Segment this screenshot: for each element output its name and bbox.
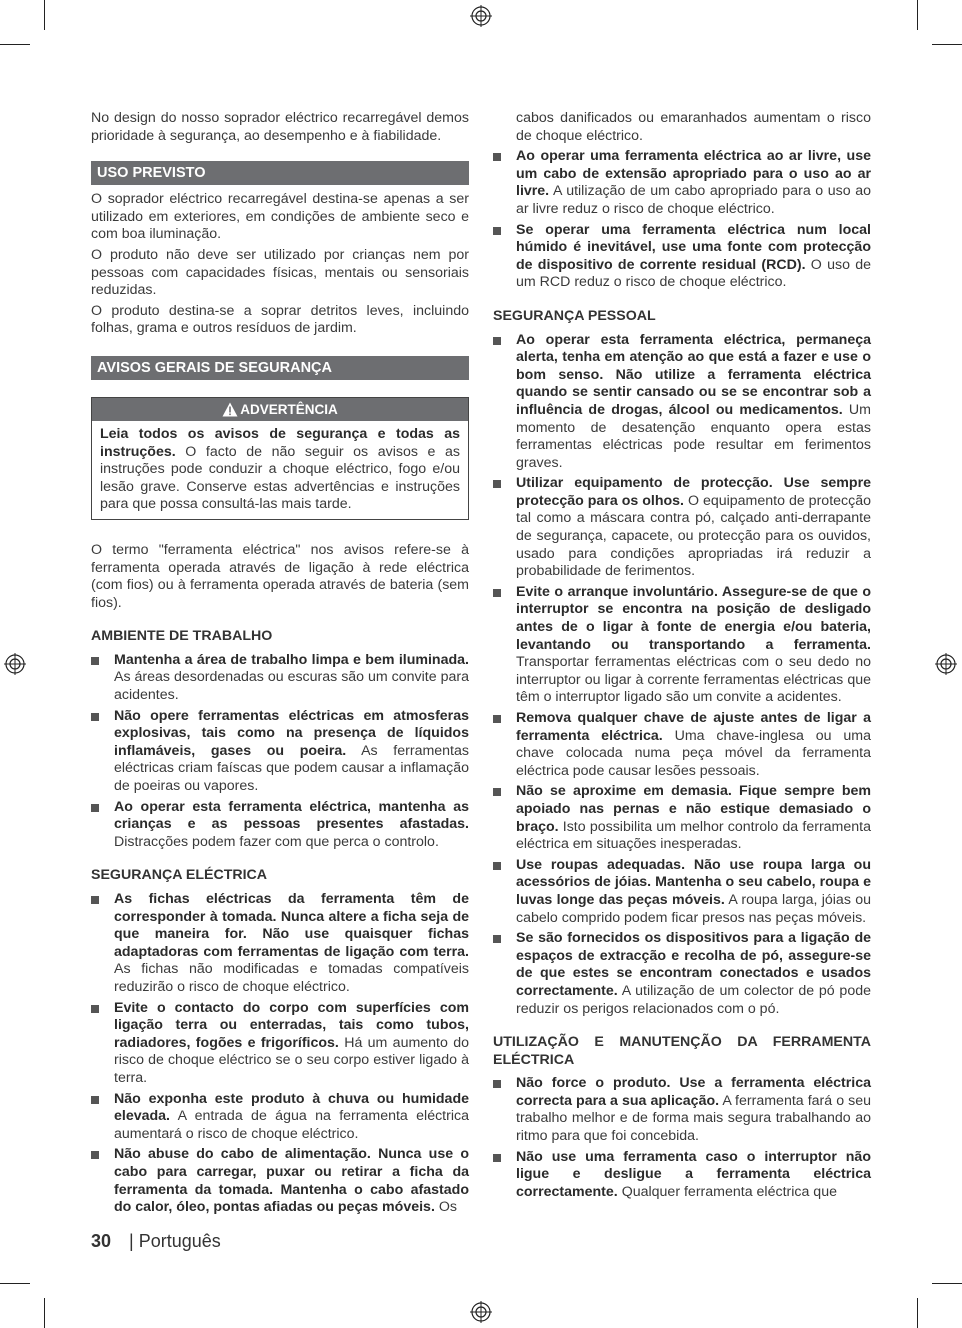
- item-text: Há um aumento do risco de choque eléctrico se o seu corpo estiver ligado à terra.: [114, 1034, 469, 1086]
- square-bullet-icon: [493, 589, 501, 597]
- item-bold: Ao operar esta ferramenta eléctrica, mantenha as crianças e as pessoas presentes afastadas.: [114, 798, 469, 833]
- crop-mark: [44, 0, 45, 30]
- subheading-seguranca-electrica: SEGURANÇA ELÉCTRICA: [91, 867, 268, 884]
- list-item: [493, 1149, 871, 1202]
- item-text: As fichas não modificadas e tomadas compatíveis reduzirão o risco de choque eléctrico.: [114, 961, 469, 995]
- registration-mark-icon: [935, 653, 957, 675]
- square-bullet-icon: [91, 1096, 99, 1104]
- crop-mark: [932, 1283, 962, 1284]
- square-bullet-icon: [493, 715, 501, 723]
- warning-box: [91, 397, 469, 520]
- warning-text: O facto de não seguir os avisos e as instruções pode conduzir a choque eléctrico, fogo e/ou lesão grave. Conserve estas advertências e instruções para que possa consultá-las mais tarde.: [100, 443, 460, 513]
- list-item: [493, 930, 871, 1018]
- bullet-list: [91, 891, 469, 1217]
- item-text: A entrada de água na ferramenta eléctrica aumentará o risco de choque eléctrico.: [114, 1108, 469, 1142]
- item-bold: Mantenha a área de trabalho limpa e bem iluminada.: [114, 651, 469, 668]
- subheading-seguranca-pessoal: SEGURANÇA PESSOAL: [493, 307, 656, 324]
- bullet-list: [493, 332, 871, 1019]
- square-bullet-icon: [91, 804, 99, 812]
- paragraph: O soprador eléctrico recarregável destina-se apenas a ser utilizado em exteriores, em condições de ambiente seco e com boa iluminação.: [91, 191, 469, 243]
- item-bold: Se operar uma ferramenta eléctrica num local húmido é inevitável, use uma fonte com protecção de dispositivo de corrente residual (RCD).: [516, 221, 871, 273]
- paragraph: O produto destina-se a soprar detritos leves, incluindo folhas, grama e outros resíduos de jardim.: [91, 302, 469, 337]
- item-text: A utilização de um colector de pó pode reduzir os perigos relacionados com o pó.: [516, 982, 871, 1017]
- bullet-list: [91, 652, 469, 852]
- intro-paragraph: No design do nosso soprador eléctrico recarregável demos prioridade à segurança, ao desempenho e à fiabilidade.: [91, 110, 469, 144]
- list-item: [493, 148, 871, 218]
- list-item: [493, 475, 871, 581]
- warning-body: [92, 421, 468, 519]
- item-text: Uma chave-inglesa ou uma chave colocada numa peça móvel da ferramenta eléctrica pode causar lesões pessoais.: [516, 727, 871, 779]
- item-bold: Ao operar uma ferramenta eléctrica ao ar livre, use um cabo de extensão apropriado para o uso ao ar livre.: [516, 148, 871, 200]
- warning-bold-text: Leia todos os avisos de segurança e todas as instruções.: [100, 425, 460, 460]
- list-item: [91, 1091, 469, 1144]
- item-text: O equipamento de protecção tal como a máscara contra pó, calçado anti-derrapante de segurança, capacete, ou protecção para os ouvidos, usado para condições apropriadas irá reduzir a probabilidade de ferimentos.: [516, 492, 871, 580]
- warning-title: ADVERTÊNCIA: [240, 401, 338, 417]
- list-item: [493, 857, 871, 927]
- item-text: Qualquer ferramenta eléctrica que: [621, 1183, 837, 1200]
- square-bullet-icon: [91, 1151, 99, 1159]
- item-bold: Não abuse do cabo de alimentação. Nunca use o cabo para carregar, puxar ou retirar a ficha da ferramenta da tomada. Mantenha o cabo afastado do calor, óleo, pontas afiadas ou peças móveis.: [114, 1146, 469, 1216]
- square-bullet-icon: [493, 227, 501, 235]
- list-item: [493, 332, 871, 473]
- square-bullet-icon: [493, 862, 501, 870]
- item-bold: Não use uma ferramenta caso o interruptor não ligue e desligue a ferramenta eléctrica correctamente.: [516, 1148, 871, 1200]
- list-item: [91, 1146, 469, 1216]
- square-bullet-icon: [91, 713, 99, 721]
- item-bold: Remova qualquer chave de ajuste antes de ligar a ferramenta eléctrica.: [516, 710, 871, 744]
- item-text: As ferramentas eléctricas criam faíscas que podem causar a inflamação de poeiras ou vapores.: [114, 742, 469, 795]
- item-text: A roupa larga, jóias ou cabelo comprido podem ficar presos nas peças móveis.: [516, 891, 872, 926]
- item-bold: Não force o produto. Use a ferramenta eléctrica correcta para a sua aplicação.: [516, 1075, 871, 1109]
- language-label: | Português: [129, 1231, 221, 1251]
- square-bullet-icon: [493, 935, 501, 943]
- square-bullet-icon: [493, 1080, 501, 1088]
- item-bold: Não opere ferramentas eléctricas em atmosferas explosivas, tais como na presença de líquidos inflamáveis, gases ou poeira.: [114, 707, 469, 759]
- list-item: [91, 1000, 469, 1088]
- item-bold: As fichas eléctricas da ferramenta têm de corresponder à tomada. Nunca altere a ficha seja de que maneira for. Não use quaisquer fichas adaptadoras com ferramentas de ligação com terra.: [114, 891, 469, 960]
- subheading-utilizacao: UTILIZAÇÃO E MANUTENÇÃO DA FERRAMENTA ELÉCTRICA: [493, 1034, 871, 1068]
- item-bold: Se são fornecidos os dispositivos para a ligação de espaços de extracção e recolha de pó, assegure-se de que estes se encontram conectados e usados correctamente.: [516, 930, 871, 999]
- crop-mark: [44, 1298, 45, 1328]
- list-item: [91, 652, 469, 705]
- crop-mark: [932, 44, 962, 45]
- item-text: Os: [438, 1199, 457, 1216]
- warning-triangle-icon: [222, 402, 238, 417]
- square-bullet-icon: [493, 337, 501, 345]
- item-bold: Use roupas adequadas. Não use roupa larga ou acessórios de jóias. Mantenha o seu cabelo, roupa e luvas longe das peças móveis.: [516, 856, 871, 908]
- registration-mark-icon: [470, 5, 492, 27]
- list-item: [493, 584, 871, 707]
- section-heading-avisos: AVISOS GERAIS DE SEGURANÇA: [91, 356, 469, 380]
- list-item: [91, 891, 469, 997]
- page-number: 30: [91, 1231, 112, 1251]
- item-bold: Não exponha este produto à chuva ou humidade elevada.: [114, 1090, 469, 1125]
- list-item: [493, 783, 871, 853]
- item-text: Um momento de desatenção enquanto opera estas ferramentas eléctricas pode resultar em ferimentos graves.: [516, 401, 871, 471]
- item-text: A ferramenta fará o seu trabalho melhor e de forma mais segura trabalhando ao ritmo para que foi concebida.: [516, 1092, 871, 1145]
- registration-mark-icon: [470, 1301, 492, 1323]
- term-paragraph: O termo "ferramenta eléctrica" nos avisos refere-se à ferramenta operada através de ligação à rede eléctrica (com fios) ou à ferramenta operada através de bateria (sem fios).: [91, 541, 469, 611]
- right-column: [493, 110, 871, 1204]
- item-text: As áreas desordenadas ou escuras são um convite para acidentes.: [114, 669, 469, 704]
- section-heading-uso-previsto: USO PREVISTO: [91, 161, 469, 185]
- crop-mark: [917, 1298, 918, 1328]
- crop-mark: [0, 1283, 30, 1284]
- warning-header: [92, 398, 468, 421]
- item-bold: Utilizar equipamento de protecção. Use sempre protecção para os olhos.: [516, 475, 871, 509]
- subheading-ambiente: AMBIENTE DE TRABALHO: [91, 628, 273, 645]
- page-footer: [91, 1231, 221, 1252]
- square-bullet-icon: [493, 153, 501, 161]
- registration-mark-icon: [4, 653, 26, 675]
- list-item: [91, 708, 469, 796]
- list-item: [493, 222, 871, 292]
- crop-mark: [917, 0, 918, 30]
- list-item: [493, 1075, 871, 1145]
- crop-mark: [0, 44, 30, 45]
- item-text: Isto possibilita um melhor controlo da ferramenta eléctrica em situações inesperadas.: [516, 818, 871, 853]
- item-bold: Ao operar esta ferramenta eléctrica, permaneça alerta, tenha em atenção ao que está a fazer e use o bom senso. Não utilize a ferramenta eléctrica quando se sentir cansado ou se se encontrar sob a influência de drogas, álcool ou medicamentos.: [516, 331, 871, 418]
- bullet-list: [493, 1075, 871, 1201]
- square-bullet-icon: [91, 657, 99, 665]
- square-bullet-icon: [91, 1005, 99, 1013]
- bullet-list: [493, 148, 871, 292]
- item-bold: Evite o contacto do corpo com superfícies com ligação terra ou enterradas, tais como tubos, radiadores, fogões e frigoríficos.: [114, 999, 469, 1051]
- item-text: Transportar ferramentas eléctricas com o seu dedo no interruptor ou ligar à corrente ferramentas eléctricas que têm o interruptor ligado são um convite a acidentes.: [516, 654, 871, 706]
- paragraph: O produto não deve ser utilizado por crianças nem por pessoas com capacidades físicas, mentais ou sensoriais reduzidas.: [91, 246, 469, 299]
- item-bold: Não se aproxime em demasia. Fique sempre bem apoiado nas pernas e não estique demasiado o braço.: [516, 783, 871, 835]
- left-column: [91, 110, 469, 1220]
- square-bullet-icon: [493, 788, 501, 796]
- item-text: Distracções podem fazer com que perca o controlo.: [114, 833, 439, 850]
- list-item: [91, 799, 469, 852]
- item-text: O uso de um RCD reduz o risco de choque eléctrico.: [516, 256, 871, 291]
- square-bullet-icon: [493, 480, 501, 488]
- list-item: [493, 710, 871, 780]
- item-text: A utilização de um cabo apropriado para o uso ao ar livre reduz o risco de choque eléctrico.: [516, 183, 871, 217]
- square-bullet-icon: [91, 896, 99, 904]
- continuation-text: cabos danificados ou emaranhados aumentam o risco de choque eléctrico.: [516, 110, 871, 144]
- square-bullet-icon: [493, 1154, 501, 1162]
- item-bold: Evite o arranque involuntário. Assegure-se de que o interruptor se encontra na posição de desligado antes de o ligar à fonte de energia e/ou bateria, levantando ou transportando a ferramenta.: [516, 583, 871, 653]
